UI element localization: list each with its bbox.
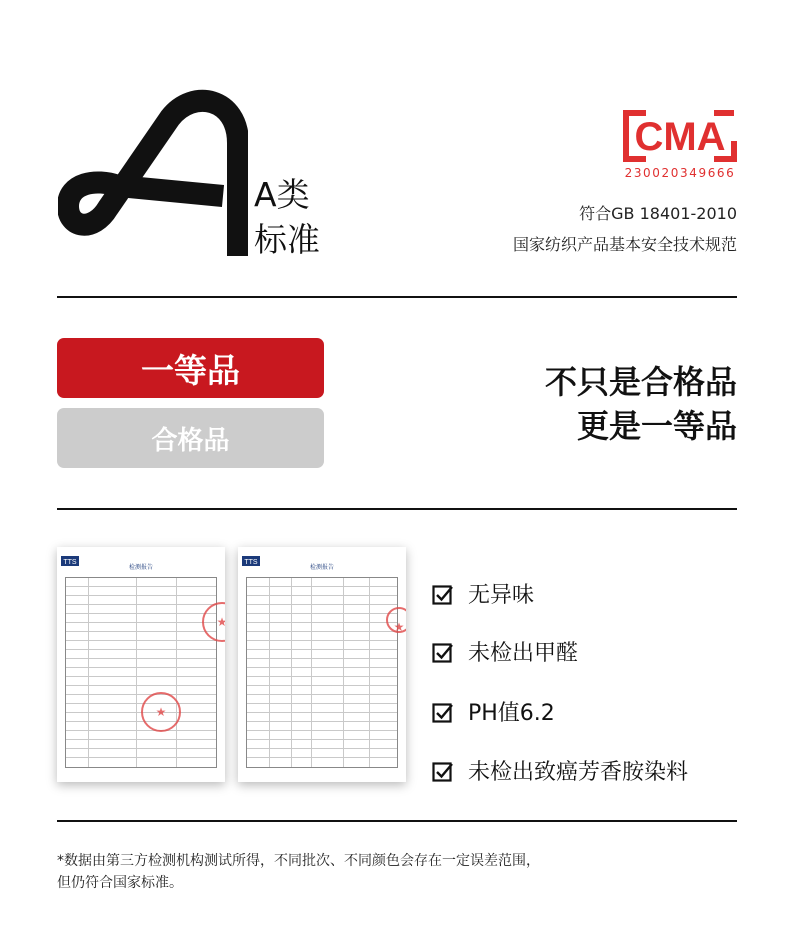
check-label: PH值6.2 xyxy=(468,701,555,726)
divider-middle xyxy=(57,508,737,510)
check-label: 未检出致癌芳香胺染料 xyxy=(468,760,689,785)
checkbox-checked-icon xyxy=(432,641,454,663)
check-item-no-carcinogenic-dyes xyxy=(432,755,688,786)
check-label: 未检出甲醛 xyxy=(468,641,579,666)
qualified-grade-badge xyxy=(57,408,324,468)
slogan-line1: 不只是合格品 xyxy=(544,363,737,401)
report-table xyxy=(65,577,217,768)
svg-text:TTS: TTS xyxy=(244,559,258,566)
standard-code: 符合GB 18401-2010 xyxy=(579,204,737,223)
slogan xyxy=(545,360,737,448)
first-grade-label: 一等品 xyxy=(141,350,240,390)
disclaimer-line1: *数据由第三方检测机构测试所得，不同批次、不同颜色会存在一定误差范围， xyxy=(57,853,540,869)
checkbox-checked-icon xyxy=(432,760,454,782)
cma-certification-icon xyxy=(620,107,740,165)
grade-title-line1: A类 xyxy=(254,175,310,214)
check-label: 无异味 xyxy=(468,583,535,608)
report-table xyxy=(246,577,398,768)
grade-title-line2: 标准 xyxy=(254,220,320,259)
cma-number: 230020349666 xyxy=(624,166,736,180)
test-report-image-1 xyxy=(57,547,225,782)
checkbox-checked-icon xyxy=(432,701,454,723)
svg-text:TTS: TTS xyxy=(63,559,77,566)
report-title: 检测报告 xyxy=(128,564,153,571)
check-item-no-formaldehyde xyxy=(432,636,578,667)
checkbox-checked-icon xyxy=(432,583,454,605)
report-title: 检测报告 xyxy=(309,564,334,571)
disclaimer-line2: 但仍符合国家标准。 xyxy=(57,875,183,891)
check-item-ph-value xyxy=(432,696,555,727)
test-report-image-2 xyxy=(238,547,406,782)
disclaimer xyxy=(57,850,540,894)
cma-text: CMA xyxy=(634,115,726,159)
stylized-a-logo-icon xyxy=(58,88,248,258)
standard-name: 国家纺织产品基本安全技术规范 xyxy=(512,235,737,254)
check-item-no-odor xyxy=(432,578,534,609)
first-grade-badge xyxy=(57,338,324,398)
slogan-line2: 更是一等品 xyxy=(576,407,737,445)
divider-top xyxy=(57,296,737,298)
red-seal-icon xyxy=(141,692,181,732)
grade-title xyxy=(254,172,320,262)
divider-bottom xyxy=(57,820,737,822)
qualified-grade-label: 合格品 xyxy=(151,425,230,456)
red-seal-icon xyxy=(386,607,406,633)
